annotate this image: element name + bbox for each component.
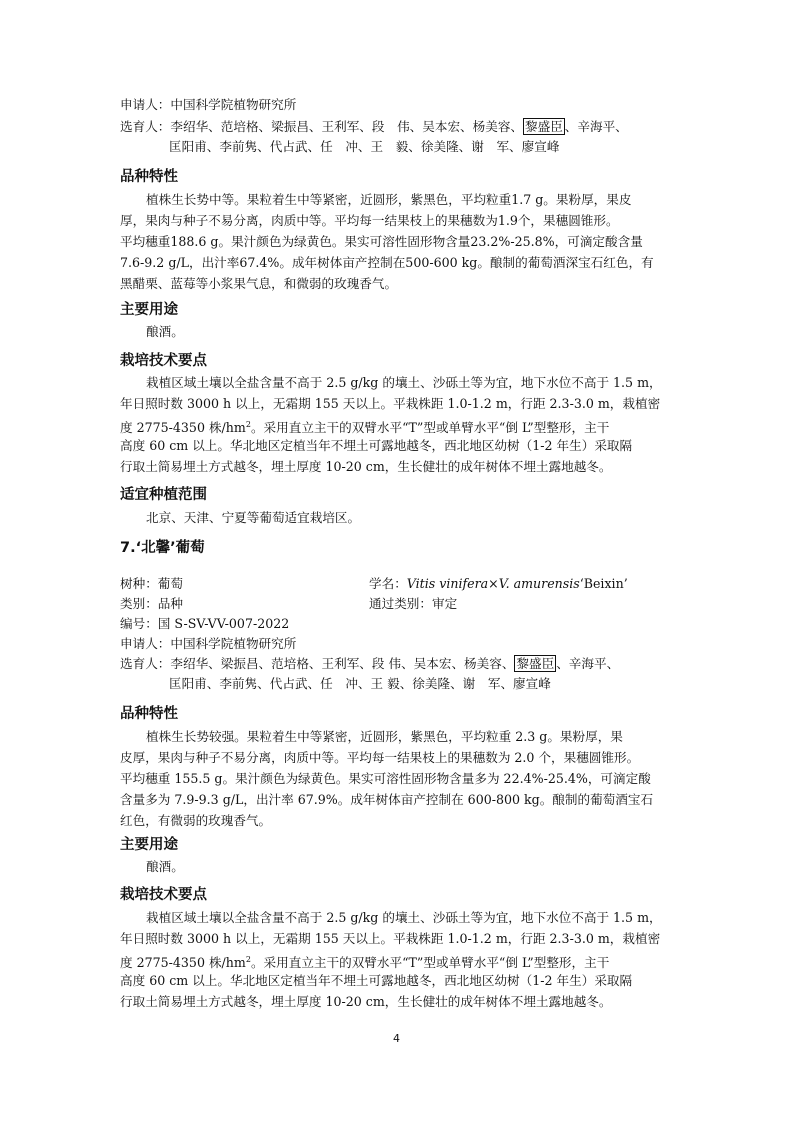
paragraph-text: 。采用直立主干的双臂水平“T”型或单臂水平“倒 L”型整形，主干 — [250, 420, 610, 436]
section-heading: 主要用途 — [120, 837, 178, 853]
breeders-text-tail: 、辛海平、 — [564, 119, 628, 134]
section-heading: 适宜种植范围 — [120, 487, 207, 503]
paragraph-line: 栽植区域土壤以全盐含量不高于 2.5 g/kg 的壤土、沙砾土等为宜，地下水位不高于 1.5 m， — [146, 910, 662, 925]
paragraph-line: 黑醋栗、蓝莓等小浆果气息，和微弱的玫瑰香气。 — [120, 276, 398, 291]
section-heading: 品种特性 — [120, 169, 178, 185]
paragraph-line: 厚，果肉与种子不易分离，肉质中等。平均每一结果枝上的果穗数为1.9个，果穗圆锥形。 — [120, 213, 619, 228]
paragraph-line: 7.6-9.2 g/L，出汁率67.4%。成年树体亩产控制在500-600 kg。酿制的葡萄酒深宝石红色，有 — [120, 255, 654, 270]
pass-type-field: 通过类别：审定 — [369, 596, 458, 611]
highlighted-name: 黎盛臣 — [516, 656, 555, 671]
species-field: 树种：葡萄 — [120, 576, 183, 591]
paragraph-line: 高度 60 cm 以上。华北地区定植当年不埋土可露地越冬，西北地区幼树（1-2 年生）采取隔 — [120, 973, 633, 988]
paragraph-text: 。采用直立主干的双臂水平“T”型或单臂水平“倒 L”型整形，主干 — [250, 955, 610, 971]
paragraph-line: 植株生长势较强。果粒着生中等紧密，近圆形，紫黑色，平均粒重 2.3 g。果粉厚，果 — [146, 729, 623, 744]
paragraph-line: 平均穗重 155.5 g。果汁颜色为绿黄色。果实可溶性固形物含量多为 22.4%-25.4%，可滴定酸 — [120, 771, 651, 786]
section-heading: 品种特性 — [120, 706, 178, 722]
code-field: 编号：国 S-SV-VV-007-2022 — [120, 616, 290, 631]
page-number: 4 — [393, 1032, 400, 1045]
breeders-text: 选育人：李绍华、梁振昌、范培格、王利军、段 伟、吴本宏、杨美容、 — [120, 656, 515, 671]
highlighted-name: 黎盛臣 — [525, 119, 563, 134]
paragraph-line: 北京、天津、宁夏等葡萄适宜栽培区。 — [146, 510, 361, 525]
sci-name: Vitis vinifera×V. amurensis — [406, 576, 580, 591]
paragraph-line — [120, 415, 609, 438]
sci-label: 学名： — [369, 576, 407, 591]
paragraph-line: 高度 60 cm 以上。华北地区定植当年不埋土可露地越冬，西北地区幼树（1-2 年生）采取隔 — [120, 438, 633, 453]
breeders-line-2: 匡阳甫、李前隽、代占武、任 冲、王 毅、徐美隆、谢 军、廖宣峰 — [169, 139, 560, 154]
section-heading: 栽培技术要点 — [120, 353, 207, 369]
scientific-name-field — [369, 574, 628, 594]
paragraph-line: 皮厚，果肉与种子不易分离，肉质中等。平均每一结果枝上的果穗数为 2.0 个，果穗圆锥形。 — [120, 750, 640, 765]
superscript: 2 — [245, 420, 251, 429]
breeders-line — [120, 117, 628, 137]
paragraph-line: 酿酒。 — [146, 859, 184, 874]
superscript: 2 — [245, 955, 251, 964]
paragraph-line: 红色，有微弱的玫瑰香气。 — [120, 813, 272, 828]
breeders-text-tail: 、辛海平、 — [556, 656, 620, 671]
paragraph-line: 酿酒。 — [146, 324, 184, 339]
category-field: 类别：品种 — [120, 596, 183, 611]
breeders-text: 选育人：李绍华、范培格、梁振昌、王利军、段 伟、吴本宏、杨美容、 — [120, 119, 523, 134]
paragraph-line: 平均穗重188.6 g。果汁颜色为绿黄色。果实可溶性固形物含量23.2%-25.8%，可滴定酸含量 — [120, 234, 643, 249]
paragraph-line: 栽植区域土壤以全盐含量不高于 2.5 g/kg 的壤土、沙砾土等为宜，地下水位不高于 1.5 m， — [146, 375, 662, 390]
paragraph-line: 行取土简易埋土方式越冬，埋土厚度 10-20 cm，生长健壮的成年树体不埋土露地越冬。 — [120, 459, 612, 474]
section-heading: 主要用途 — [120, 302, 178, 318]
cultivar-name: ‘Beixin’ — [579, 576, 628, 591]
section-heading: 栽培技术要点 — [120, 887, 207, 903]
paragraph-line: 行取土简易埋土方式越冬，埋土厚度 10-20 cm，生长健壮的成年树体不埋土露地越冬。 — [120, 994, 612, 1009]
paragraph-line: 含量多为 7.9-9.3 g/L，出汁率 67.9%。成年树体亩产控制在 600-800 kg。酿制的葡萄酒宝石 — [120, 792, 654, 807]
paragraph-line: 年日照时数 3000 h 以上，无霜期 155 天以上。平栽株距 1.0-1.2 m，行距 2.3-3.0 m，栽植密 — [120, 931, 661, 946]
paragraph-line — [120, 950, 609, 973]
paragraph-line: 植株生长势中等。果粒着生中等紧密，近圆形，紫黑色，平均粒重1.7 g。果粉厚，果皮 — [146, 192, 632, 207]
applicant-line: 申请人：中国科学院植物研究所 — [120, 97, 297, 112]
breeders-line-2: 匡阳甫、李前隽、代占武、任 冲、王 毅、徐美隆、谢 军、廖宣峰 — [169, 676, 551, 691]
variety-heading: 7.‘北馨’葡萄 — [120, 540, 205, 556]
paragraph-line: 年日照时数 3000 h 以上，无霜期 155 天以上。平栽株距 1.0-1.2 m，行距 2.3-3.0 m，栽植密 — [120, 396, 661, 411]
breeders-line — [120, 654, 619, 674]
paragraph-text: 度 2775-4350 株/hm — [120, 420, 246, 436]
applicant-line: 申请人：中国科学院植物研究所 — [120, 636, 297, 651]
paragraph-text: 度 2775-4350 株/hm — [120, 955, 246, 971]
